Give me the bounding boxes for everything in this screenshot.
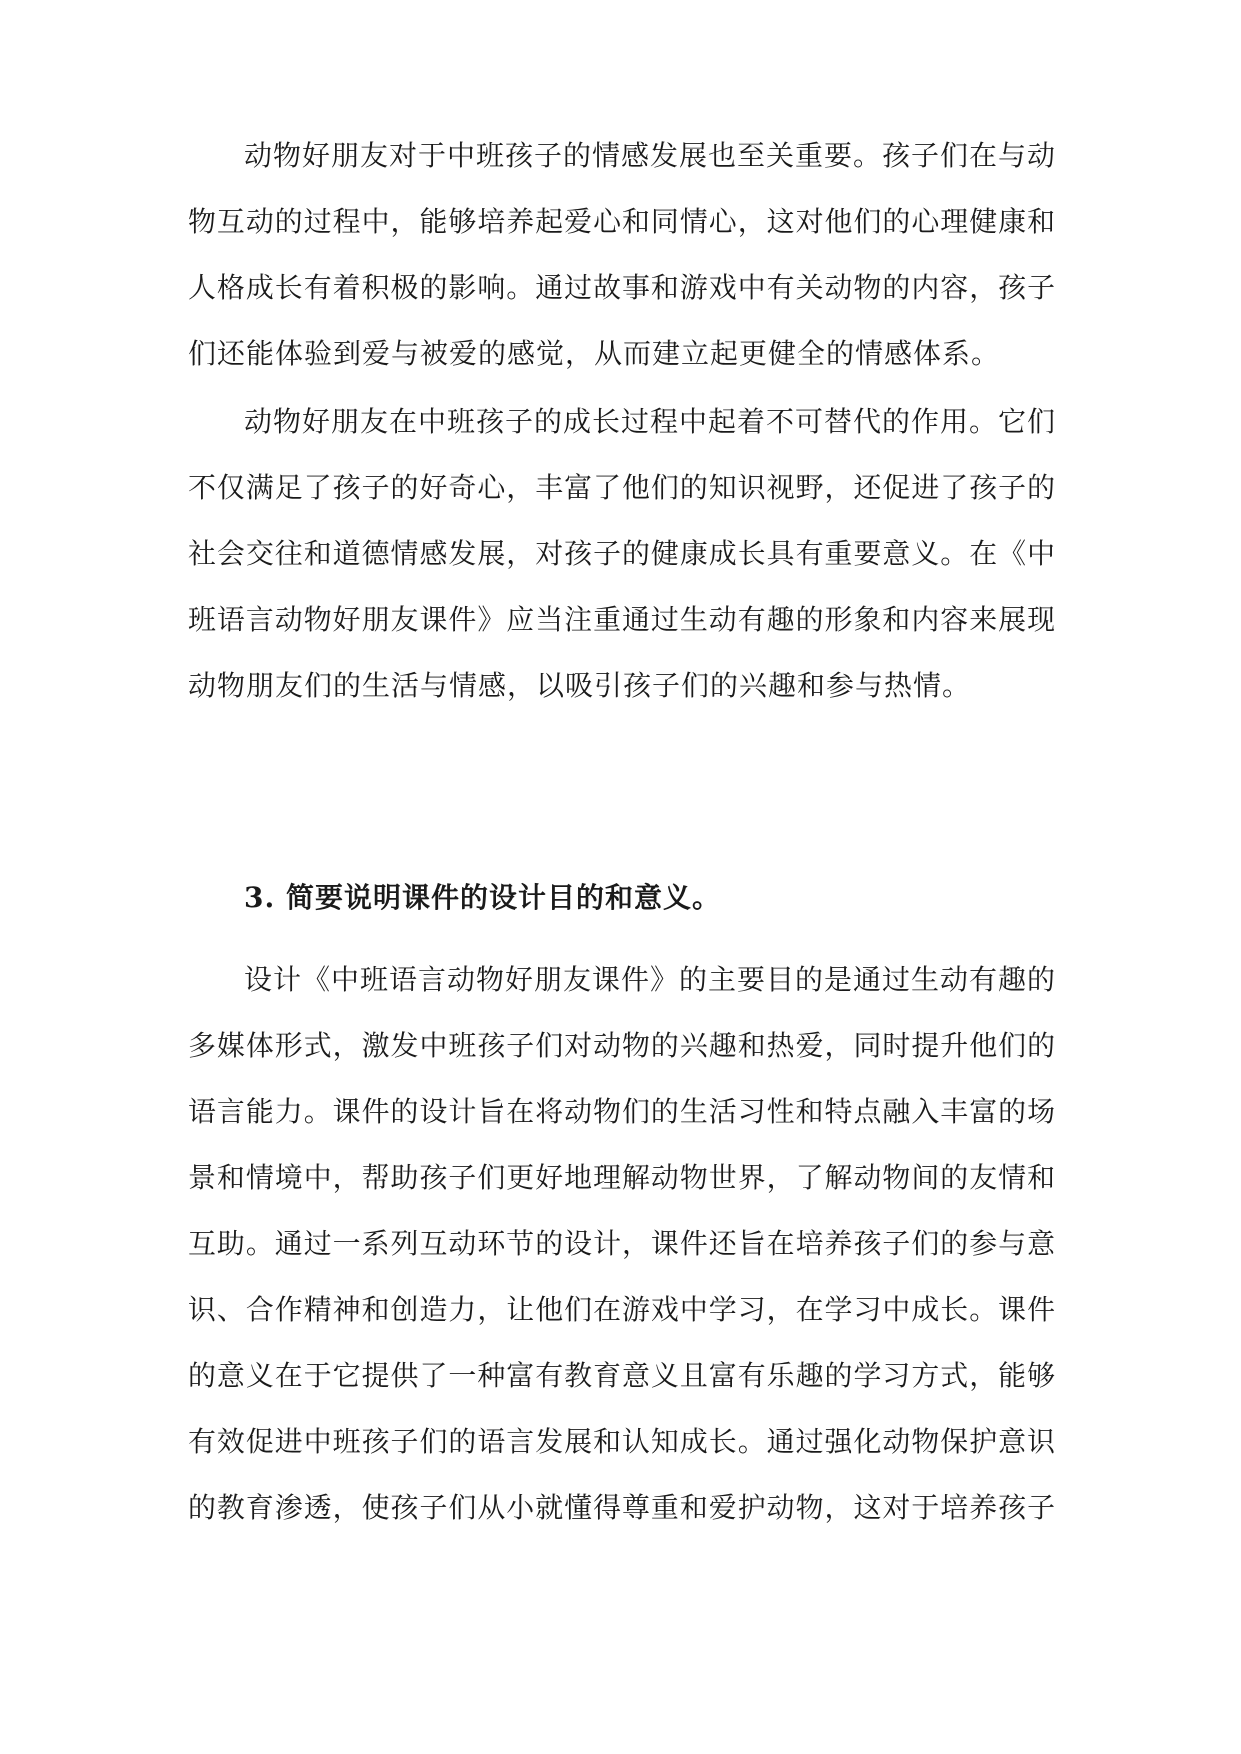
paragraph-line: 语言能力。课件的设计旨在将动物们的生活习性和特点融入丰富的场 (188, 1095, 1057, 1128)
paragraph-line: 班语言动物好朋友课件》应当注重通过生动有趣的形象和内容来展现 (188, 603, 1057, 636)
paragraph-line: 动物好朋友在中班孩子的成长过程中起着不可替代的作用。它们 (244, 405, 1057, 438)
paragraph-line: 的教育渗透，使孩子们从小就懂得尊重和爱护动物，这对于培养孩子 (188, 1491, 1057, 1524)
paragraph-line: 识、合作精神和创造力，让他们在游戏中学习，在学习中成长。课件 (188, 1293, 1057, 1326)
paragraph-line: 人格成长有着积极的影响。通过故事和游戏中有关动物的内容，孩子 (188, 271, 1057, 304)
paragraph-line: 动物朋友们的生活与情感，以吸引孩子们的兴趣和参与热情。 (188, 669, 972, 702)
paragraph-line: 多媒体形式，激发中班孩子们对动物的兴趣和热爱，同时提升他们的 (188, 1029, 1057, 1062)
paragraph-line: 互助。通过一系列互动环节的设计，课件还旨在培养孩子们的参与意 (188, 1227, 1057, 1260)
paragraph-line: 不仅满足了孩子的好奇心，丰富了他们的知识视野，还促进了孩子的 (188, 471, 1057, 504)
paragraph-line: 的意义在于它提供了一种富有教育意义且富有乐趣的学习方式，能够 (188, 1359, 1057, 1392)
paragraph-line: 景和情境中，帮助孩子们更好地理解动物世界，了解动物间的友情和 (188, 1161, 1057, 1194)
paragraph-line: 动物好朋友对于中班孩子的情感发展也至关重要。孩子们在与动 (244, 139, 1057, 172)
paragraph-line: 社会交往和道德情感发展，对孩子的健康成长具有重要意义。在《中 (188, 537, 1057, 570)
paragraph-line: 物互动的过程中，能够培养起爱心和同情心，这对他们的心理健康和 (188, 205, 1057, 238)
paragraph-line: 们还能体验到爱与被爱的感觉，从而建立起更健全的情感体系。 (188, 337, 1001, 370)
paragraph-line: 有效促进中班孩子们的语言发展和认知成长。通过强化动物保护意识 (188, 1425, 1057, 1458)
paragraph-line: 设计《中班语言动物好朋友课件》的主要目的是通过生动有趣的 (244, 963, 1057, 996)
section-heading: 3. 简要说明课件的设计目的和意义。 (244, 881, 721, 914)
